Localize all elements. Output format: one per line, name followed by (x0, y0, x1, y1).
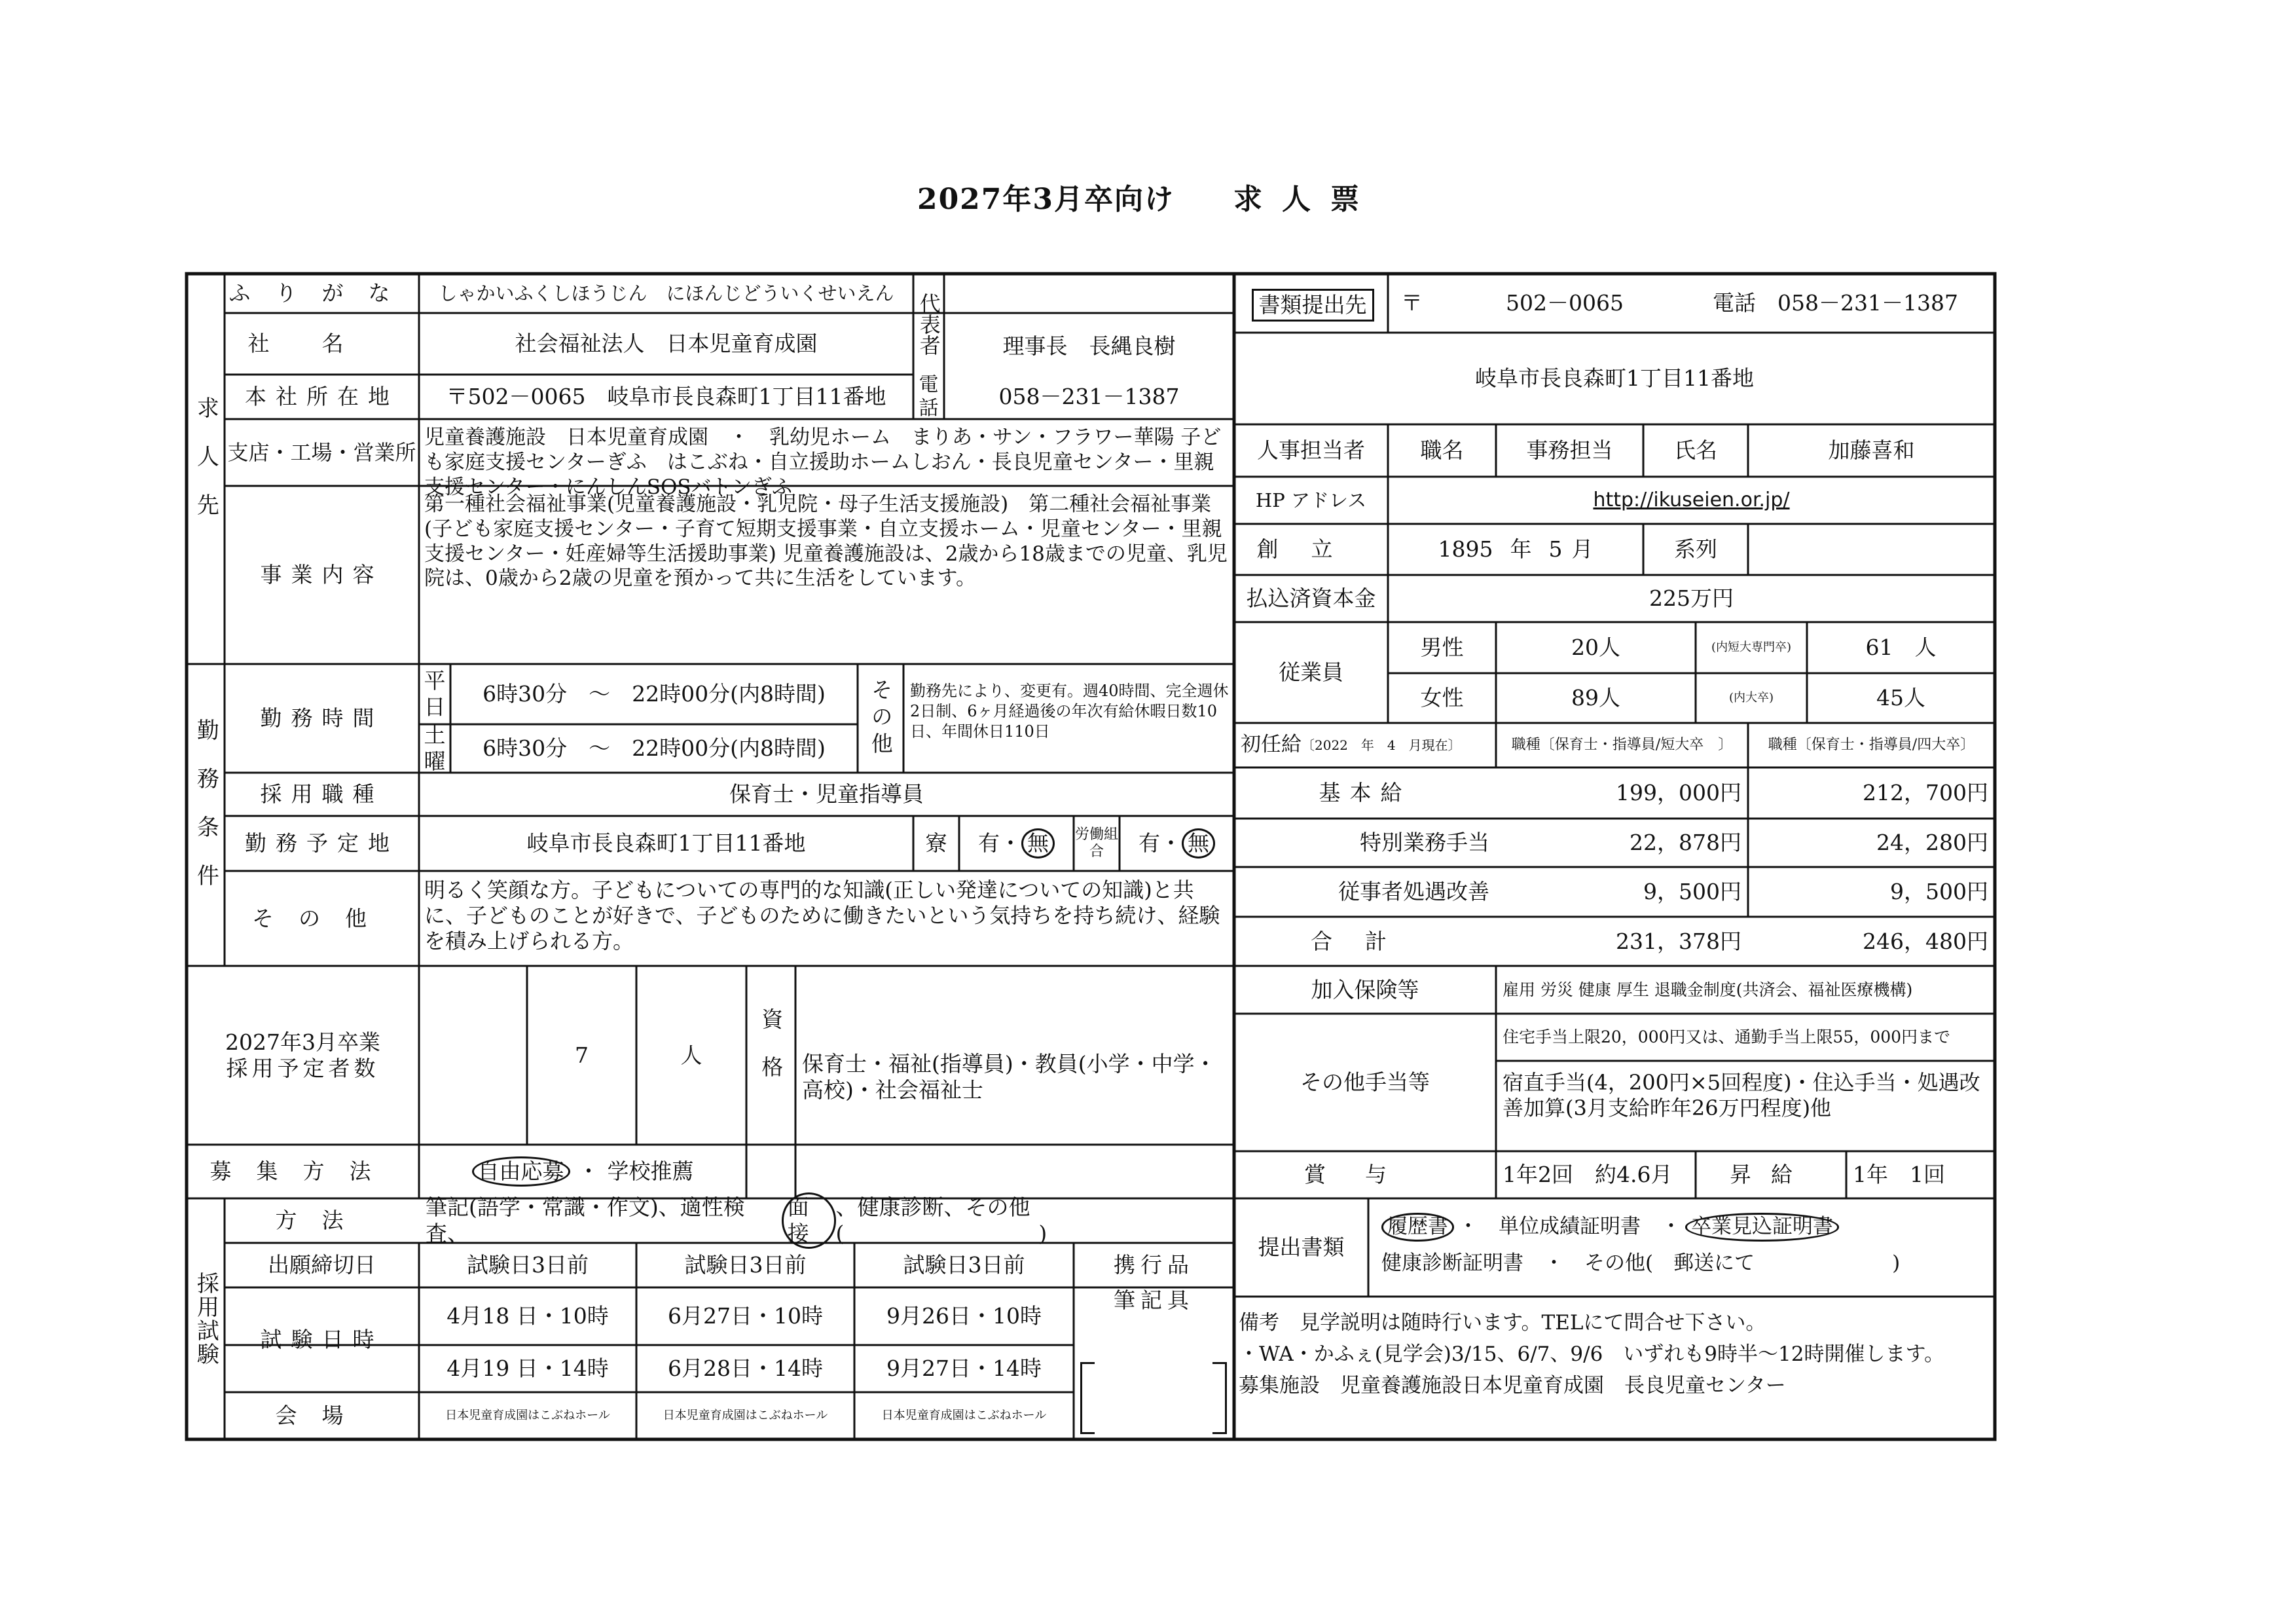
male-sub-label: (内短大専門卒) (1711, 640, 1792, 655)
hp-label: HP アドレス (1255, 489, 1367, 511)
submit-address: 岐阜市長良森町1丁目11番地 (1475, 365, 1754, 392)
dorm-no-circled: 無 (1021, 828, 1055, 858)
pay-row-improve-label: 従事者処遇改善 (1338, 879, 1489, 905)
side-label-kyujin: 求人先 (192, 396, 219, 542)
raise-label: 昇給 (1730, 1162, 1812, 1188)
company-label: 社名 (247, 331, 396, 357)
female-sub-label: (内大卒) (1728, 691, 1774, 705)
remarks-line2: ・WA・かふぇ(見学会)3/15、6/7、9/6 いずれも9時半～12時開催します。 (1239, 1342, 1944, 1367)
recruit-value: 自由応募 ・ 学校推薦 (419, 1145, 746, 1198)
exam-date-label: 試験日時 (260, 1327, 384, 1353)
furigana-value: しゃかいふくしほうじん にほんじどういくせいえん (438, 282, 894, 304)
hr-name: 加藤喜和 (1828, 437, 1915, 464)
pay-row-total-v1: 231，378円 (1616, 928, 1741, 954)
hr-post: 事務担当 (1526, 437, 1613, 464)
exam-date-3b: 9月27日・14時 (886, 1356, 1042, 1382)
recruit-free-circled: 自由応募 (472, 1156, 570, 1187)
bring-value: 筆記具 (1114, 1287, 1194, 1313)
workplace-label: 勤務予定地 (245, 830, 399, 857)
bonus-value: 1年2回 約4.6月 (1503, 1162, 1673, 1188)
side-label-saiyou: 採用試験 (192, 1272, 219, 1366)
exam-date-2b: 6月28日・14時 (668, 1356, 823, 1382)
exam-date-1a: 4月18 日・10時 (446, 1303, 609, 1329)
side-label-kinmu: 勤務条件 (192, 718, 219, 912)
hq-label: 本社所在地 (245, 384, 399, 410)
daihyo-value: 理事長 長縄良樹 (1002, 333, 1176, 360)
job-label: 採用職種 (260, 781, 384, 807)
raise-value: 1年 1回 (1853, 1162, 1945, 1188)
deadline-1: 試験日3日前 (467, 1252, 589, 1278)
exam-date-3a: 9月26日・10時 (886, 1303, 1042, 1329)
other-value: 明るく笑顔な方。子どもについての専門的な知識(正しい発達についての知識)と共に、子どものことが好きで、子どものために働きたいという気持ちを持ち続け、経験を積み上げられる方。 (424, 877, 1220, 954)
hours-other-value: 勤務先により、変更有。週40時間、完全週休2日制、6ヶ月経過後の年次有給休暇日数10日、年間休日110日 (910, 682, 1229, 741)
submit-postal-mark: 〒 (1401, 290, 1423, 316)
capital-label: 払込済資本金 (1246, 585, 1376, 612)
page-title: 2027年3月卒向け 求人票 (917, 183, 1379, 216)
founded-label: 創立 (1256, 536, 1366, 563)
remarks-line1: 備考 見学説明は随時行います。TELにて問合せ下さい。 (1239, 1311, 1766, 1335)
pay-row-basic-v1: 199，000円 (1616, 780, 1741, 806)
insurance-label: 加入保険等 (1311, 976, 1419, 1003)
tel-value: 058－231－1387 (998, 384, 1180, 410)
hp-url-link[interactable]: http://ikuseien.or.jp/ (1593, 489, 1790, 511)
qualification-label: 資格 (758, 1007, 784, 1103)
employees-label: 従業員 (1279, 659, 1343, 686)
hours-label: 勤務時間 (260, 705, 384, 731)
business-label: 事業内容 (260, 562, 384, 588)
weekday-label: 平日 (424, 668, 446, 720)
qualification-value: 保育士・福祉(指導員)・教員(小学・中学・高校)・社会福祉士 (802, 1051, 1216, 1103)
submit-tel: 電話 058－231－1387 (1713, 290, 1958, 316)
planned-label: 2027年3月卒業 採用予定者数 (225, 1029, 380, 1081)
exam-date-2a: 6月27日・10時 (668, 1303, 823, 1329)
pay-row-total-label: 合計 (1311, 928, 1419, 954)
insurance-value: 雇用 労災 健康 厚生 退職金制度(共済会、福祉医療機構) (1503, 980, 1913, 999)
recruit-label: 募集方法 (210, 1158, 396, 1185)
docs-graduation-circled: 卒業見込証明書 (1685, 1213, 1839, 1241)
series-value (1748, 524, 1995, 575)
male-sub-count: 61 人 (1865, 635, 1937, 661)
hr-post-label: 職名 (1420, 437, 1464, 464)
business-value: 第一種社会福祉事業(児童養護施設・乳児院・母子生活支援施設) 第二種社会福祉事業(子ども家庭支援センター・子育て短期支援事業・自立支援ホーム・児童センター・里親支援センター・妊産婦等生活援助事業) 児童養護施設は、2歳から18歳までの児童、乳児院は、0歳から2歳の児童を預かって共に生活をしています。 (424, 492, 1228, 591)
tel-label: 電話 (919, 373, 939, 420)
hr-name-label: 氏名 (1674, 437, 1717, 464)
female-count: 89人 (1571, 685, 1620, 711)
pay-row-special-v1: 22，878円 (1630, 830, 1741, 856)
pay-row-improve-v1: 9，500円 (1643, 879, 1741, 905)
pay-col2-header: 職種〔保育士・指導員/四大卒〕 (1768, 736, 1975, 753)
allowances-label: その他手当等 (1300, 1069, 1430, 1096)
workplace-value: 岐阜市長良森町1丁目11番地 (526, 830, 806, 857)
allowances-line1: 住宅手当上限20，000円又は、通勤手当上限55，000円まで (1503, 1027, 1951, 1046)
union-choice: 有 ・ 無 (1120, 816, 1234, 871)
bonus-label: 賞与 (1304, 1162, 1426, 1188)
docs-resume-circled: 履歴書 (1381, 1213, 1454, 1241)
allowances-line2: 宿直手当(4，200円×5回程度)・住込手当・処遇改善加算(3月支給昨年26万円程度)他 (1503, 1070, 1980, 1121)
docs-line1: 履歴書 ・ 単位成績証明書 ・ 卒業見込証明書 (1375, 1209, 1990, 1246)
weekday-hours: 6時30分 ～ 22時00分(内8時間) (483, 681, 826, 707)
male-count: 20人 (1571, 635, 1620, 661)
dorm-label: 寮 (925, 830, 947, 857)
pay-row-special-label: 特別業務手当 (1360, 830, 1489, 856)
hr-label: 人事担当者 (1257, 437, 1365, 464)
pay-row-basic-v2: 212，700円 (1863, 780, 1988, 806)
company-value: 社会福祉法人 日本児童育成園 (515, 331, 818, 357)
venue-2: 日本児童育成園はこぶねホール (663, 1409, 828, 1423)
starting-pay-header: 初任給 〔2022 年 4 月現在〕 (1241, 733, 1461, 757)
bracket-right (1212, 1362, 1227, 1434)
submit-postal: 502－0065 (1506, 290, 1624, 316)
deadline-2: 試験日3日前 (684, 1252, 807, 1278)
venue-3: 日本児童育成園はこぶねホール (881, 1409, 1047, 1423)
remarks (1239, 1307, 1992, 1401)
furigana-label: ふりがな (228, 280, 415, 306)
method-value: 筆記(語学・常識・作文)、適性検査、 面接 、健康診断、その他( ) (419, 1198, 1234, 1243)
pay-row-total-v2: 246，480円 (1863, 928, 1988, 954)
branch-label: 支店・工場・営業所 (227, 439, 416, 465)
hours-other-label: その他 (867, 678, 894, 759)
union-label: 労働組合 (1074, 826, 1118, 860)
deadline-label: 出願締切日 (268, 1252, 376, 1278)
branch-value: 児童養護施設 日本児童育成園 ・ 乳幼児ホーム まりあ・サン・フラワー華陽 子ども家庭支援センターぎふ はこぶね・自立援助ホームしおん・長良児童センター・里親支援センター・にんしんSOSバトンぎふ (424, 426, 1222, 499)
hq-value: 〒502－0065 岐阜市長良森町1丁目11番地 (446, 384, 886, 410)
series-label: 系列 (1674, 536, 1717, 563)
other-label: その他 (252, 905, 392, 931)
male-label: 男性 (1420, 635, 1464, 661)
docs-label: 提出書類 (1258, 1234, 1345, 1261)
planned-count: 7 (575, 1042, 589, 1068)
docs-line2: 健康診断証明書 ・ その他( 郵送にて ) (1381, 1251, 1901, 1276)
bracket-left (1080, 1362, 1095, 1434)
exam-date-1b: 4月19 日・14時 (446, 1356, 609, 1382)
daihyo-label: 代表者 (916, 293, 941, 356)
founded-date: 1895 年 5 月 (1438, 536, 1594, 563)
pay-row-basic-label: 基本給 (1319, 780, 1412, 806)
female-label: 女性 (1420, 685, 1464, 711)
remarks-line3: 募集施設 児童養護施設日本児童育成園 長良児童センター (1239, 1374, 1786, 1398)
job-value: 保育士・児童指導員 (729, 781, 924, 807)
pay-row-improve-v2: 9，500円 (1890, 879, 1988, 905)
planned-unit: 人 (680, 1042, 702, 1068)
venue-1: 日本児童育成園はこぶねホール (445, 1409, 610, 1423)
venue-label: 会場 (275, 1403, 369, 1429)
female-sub-count: 45人 (1876, 685, 1925, 711)
method-label: 方法 (275, 1208, 369, 1234)
dorm-choice: 有・ 無 (959, 816, 1074, 871)
pay-row-special-v2: 24，280円 (1876, 830, 1988, 856)
saturday-hours: 6時30分 ～ 22時00分(内8時間) (483, 735, 826, 762)
submit-label: 書類提出先 (1252, 289, 1374, 322)
deadline-3: 試験日3日前 (903, 1252, 1025, 1278)
method-interview-circled: 面接 (782, 1192, 836, 1248)
pay-col1-header: 職種〔保育士・指導員/短大卒 〕 (1511, 736, 1733, 753)
bring-label: 携行品 (1114, 1252, 1194, 1278)
submit-label-wrap (1237, 278, 1388, 333)
saturday-label: 土曜 (424, 722, 446, 774)
capital-value: 225万円 (1649, 585, 1734, 612)
union-no-circled: 無 (1182, 828, 1215, 858)
